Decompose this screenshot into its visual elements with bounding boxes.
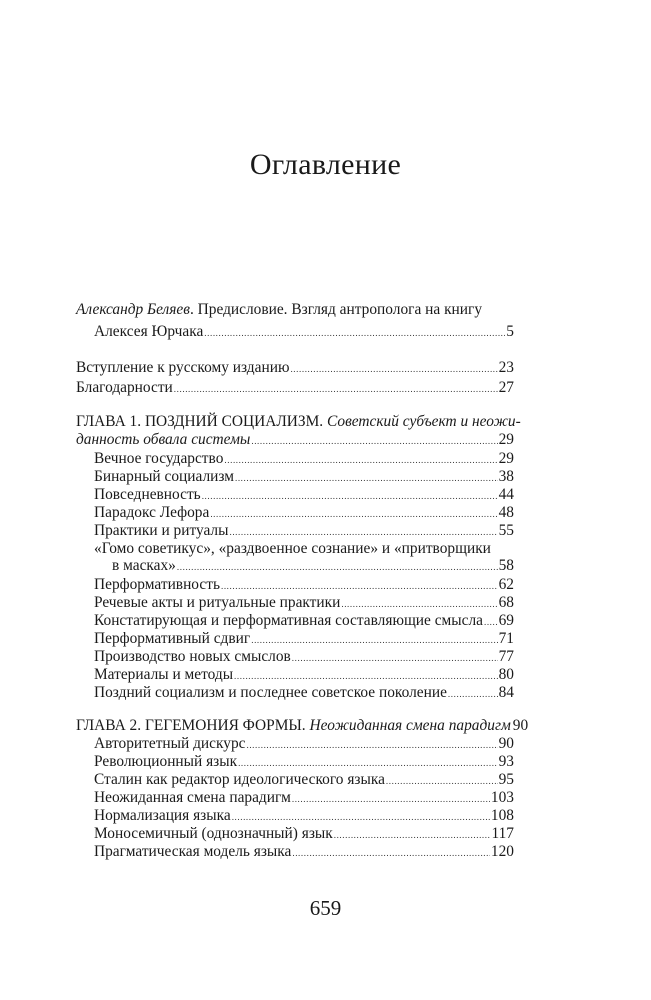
page-ref: 108: [490, 807, 514, 824]
toc-entry-preface-line1: [76, 300, 482, 320]
chapter-2-heading: ГЛАВА 2. ГЕГЕМОНИЯ ФОРМЫ. Неожиданная смена парадигм 90: [76, 717, 529, 734]
page-ref: 103: [490, 789, 514, 806]
toc-label: Благодарности: [76, 379, 173, 396]
page-number: 659: [309, 896, 342, 920]
leader-dots: [448, 684, 498, 704]
toc-entry: [94, 770, 514, 790]
toc-entry: [76, 378, 514, 398]
page-ref: 55: [498, 522, 514, 539]
page-ref: 84: [498, 684, 514, 701]
page-ref: 95: [498, 771, 514, 788]
leader-dots: [251, 431, 497, 451]
toc-label: Вступление к русскому изданию: [76, 359, 290, 376]
toc-entry: [94, 611, 514, 631]
chapter-1-heading-line2: [76, 430, 514, 450]
page-ref: 5: [506, 323, 514, 340]
toc-label: Констатирующая и перформативная составляющие смысла: [94, 612, 483, 629]
toc-label: в масках»: [112, 557, 176, 574]
leader-dots: [292, 843, 490, 863]
page-ref: 120: [490, 843, 514, 860]
page-ref: 58: [498, 557, 514, 574]
page-ref: 44: [498, 486, 514, 503]
toc-entry: [76, 358, 514, 378]
toc-entry: [94, 665, 514, 685]
toc-entry-line2: [112, 556, 514, 576]
toc-entry: [94, 521, 514, 541]
toc-label: Сталин как редактор идеологического языка: [94, 771, 385, 788]
toc-entry: [94, 734, 514, 754]
toc-entry: [94, 824, 514, 844]
toc-label: Производство новых смыслов: [94, 648, 291, 665]
toc-label: Нормализация языка: [94, 807, 231, 824]
page-title: Оглавление: [249, 148, 402, 181]
toc-label: Бинарный социализм: [94, 468, 234, 485]
toc-entry: [94, 806, 514, 826]
page-ref: 90: [498, 735, 514, 752]
page-ref: 93: [498, 753, 514, 770]
page-ref: 29: [498, 431, 514, 448]
toc-label: Авторитетный дискурс: [94, 735, 246, 752]
page-ref: 69: [498, 612, 514, 629]
toc-entry: [94, 449, 514, 469]
toc-entry: [94, 752, 514, 772]
page-ref: 62: [498, 576, 514, 593]
page-ref: 38: [498, 468, 514, 485]
chapter-1-subtitle: Советский субъект и неожи-: [327, 413, 521, 430]
chapter-2-subtitle: Неожиданная смена парадигм: [309, 717, 511, 734]
toc-entry: [94, 842, 514, 862]
toc-entry: [94, 503, 514, 523]
toc-label: Неожиданная смена парадигм: [94, 789, 291, 806]
leader-dots: [174, 379, 498, 399]
toc-entry-preface-line2: [94, 322, 514, 342]
toc-label: Парадокс Лефора: [94, 504, 210, 521]
toc-label: Вечное государство: [94, 450, 224, 467]
author-name: Александр Беляев: [76, 301, 190, 318]
toc-entry: [94, 629, 514, 649]
chapter-1-subtitle-cont: данность обвала системы: [76, 431, 251, 448]
page-ref: 23: [498, 359, 514, 376]
page-ref: 27: [498, 379, 514, 396]
toc-label: «Гомо советикус», «раздвоенное сознание» и «притворщики: [94, 540, 491, 557]
toc-label: Перформативный сдвиг: [94, 630, 251, 647]
toc-entry: [94, 575, 514, 595]
leader-dots: [177, 557, 498, 577]
toc-label: Перформативность: [94, 576, 220, 593]
toc-label: Моносемичный (однозначный) язык: [94, 825, 333, 842]
page-ref: 48: [498, 504, 514, 521]
toc-label: Алексея Юрчака: [94, 323, 204, 340]
toc-label: Революционный язык: [94, 753, 238, 770]
leader-dots: [204, 323, 505, 343]
toc-label: . Предисловие. Взгляд антрополога на книгу: [189, 301, 483, 318]
toc-entry: [94, 593, 514, 613]
toc-label: Речевые акты и ритуальные практики: [94, 594, 341, 611]
toc-label: Повседневность: [94, 486, 201, 503]
toc-entry: [94, 788, 514, 808]
toc-entry: [94, 647, 514, 667]
page-ref: 117: [491, 825, 514, 842]
toc-entry: [94, 485, 514, 505]
toc-label: Прагматическая модель языка: [94, 843, 292, 860]
toc-label: Практики и ритуалы: [94, 522, 229, 539]
page-ref: 77: [498, 648, 514, 665]
toc-label: Поздний социализм и последнее советское поколение: [94, 684, 447, 701]
page-ref: 80: [498, 666, 514, 683]
leader-dots: [290, 359, 497, 379]
page-ref: 71: [498, 630, 514, 647]
toc-label: Материалы и методы: [94, 666, 234, 683]
toc-entry: [94, 467, 514, 487]
chapter-1-heading: ГЛАВА 1. ПОЗДНИЙ СОЦИАЛИЗМ. Советский субъект и неожи-: [76, 413, 521, 430]
page-ref: 29: [498, 450, 514, 467]
toc-entry: [94, 683, 514, 703]
page-ref: 68: [498, 594, 514, 611]
page-ref: 90: [512, 717, 529, 734]
